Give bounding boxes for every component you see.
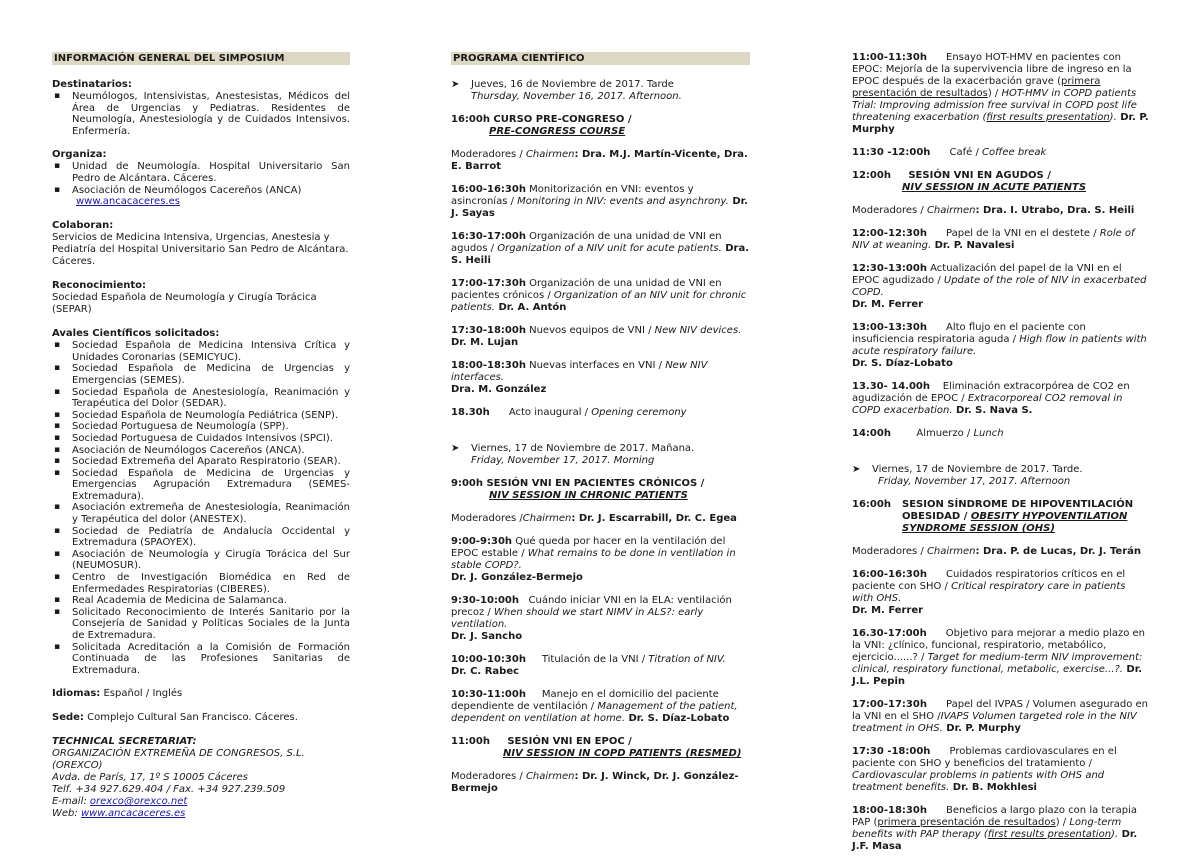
email-line: E-mail: orexco@orexco.net	[52, 796, 188, 808]
session-acute-patients: 12:00h SESIÓN VNI EN AGUDOS / NIV SESSION IN ACUTE PATIENTS	[852, 170, 1087, 193]
list-item: ▪ Sociedad Española de Medicina de Urgencias y Emergencias Agrupación Extremadura (SEMES- Extremadura).	[52, 468, 350, 503]
arrow-icon: ➤	[451, 443, 460, 454]
moderators: Moderadores / Chairmen: Dra. P. de Lucas, Dr. J. Terán	[852, 546, 1142, 557]
session-copd: 11:00h SESIÓN VNI EN EPOC / NIV SESSION IN COPD PATIENTS (RESMED)	[451, 736, 742, 759]
sede-line: Sede: Complejo Cultural San Francisco. Cáceres.	[52, 712, 298, 724]
organiza-list	[52, 161, 350, 196]
web-line: Web: www.ancacaceres.es	[52, 808, 186, 820]
destinatarios-title: Destinatarios:	[52, 79, 132, 90]
organiza-title: Organiza:	[52, 149, 107, 161]
program-item: 18.30h Acto inaugural / Opening ceremony	[451, 407, 687, 418]
list-item: ▪ Sociedad Extremeña del Aparato Respiratorio (SEAR).	[52, 456, 350, 468]
reconocimiento-text: Sociedad Española de Neumología y Cirugía Torácica (SEPAR)	[52, 292, 317, 316]
list-item: ▪ Sociedad Portuguesa de Neumología (SPP).	[52, 421, 350, 433]
program-item: 10:30-11:00h Manejo en el domicilio del paciente dependiente de ventilación / Management of the patient, dependent on ventilation at home. Dr. S. Díaz-Lobato	[451, 689, 738, 724]
list-item: ▪ Sociedad Española de Neumología Pediátrica (SENP).	[52, 410, 350, 422]
colaboran-text: Servicios de Medicina Intensiva, Urgencias, Anestesia y Pediatría del Hospital Universitario San Pedro de Alcántara. Cáceres.	[52, 232, 349, 268]
session-pre-congress: 16:00h CURSO PRE-CONGRESO / PRE-CONGRESS COURSE	[451, 114, 632, 137]
list-item: ▪ Centro de Investigación Biomédica en Red de Enfermedades Respiratorias (CIBERES).	[52, 572, 350, 595]
program-item: 10:00-10:30h Titulación de la VNI / Titration of NIV. Dr. C. Rabec	[451, 654, 726, 677]
moderators: Moderadores / Chairmen: Dra. M.J. Martín-Vicente, Dra. E. Barrot	[451, 149, 748, 172]
program-item: 12:30-13:00h Actualización del papel de la VNI en el EPOC agudizado / Update of the role of NIV in exacerbated COPD. Dr. M. Ferrer	[852, 263, 1147, 310]
moderators: Moderadores /Chairmen: Dr. J. Escarrabill, Dr. C. Egea	[451, 513, 737, 524]
list-item: ▪ Neumólogos, Intensivistas, Anestesistas, Médicos del Área de Urgencias y Pediatras. Residentes de Neumología, Anestesiología y de Cuidados Intensivos. Enfermería.	[52, 91, 350, 137]
program-item: 17:00-17:30h Papel del IVPAS / Volumen asegurado en la VNI en el SHO /IVAPS Volumen targeted role in the NIV treatment in OHS. Dr. P. Murphy	[852, 699, 1152, 734]
list-item: ▪ Sociedad Española de Medicina Intensiva Crítica y Unidades Coronarias (SEMICYUC).	[52, 340, 350, 363]
avales-title: Avales Científicos solicitados:	[52, 328, 220, 340]
day-heading-friday-afternoon: ➤ Viernes, 17 de Noviembre de 2017. Tarde. Friday, November 17, 2017. Afternoon	[852, 464, 1083, 487]
list-item: ▪ Asociación extremeña de Anestesiología, Reanimación y Terapéutica del dolor (ANESTEX).	[52, 502, 350, 525]
general-info-column	[52, 52, 350, 820]
program-item: 11:30 -12:00h Café / Coffee break	[852, 147, 1047, 158]
program-column-1	[451, 52, 750, 806]
technical-secretariat	[52, 736, 350, 820]
list-item: ▪ Sociedad Española de Anestesiología, Reanimación y Terapéutica del Dolor (SEDAR).	[52, 387, 350, 410]
anca-website-link[interactable]: www.ancacaceres.es	[76, 196, 180, 208]
list-item: ▪ Unidad de Neumología. Hospital Universitario San Pedro de Alcántara. Cáceres.	[52, 161, 350, 184]
program-item: 13:00-13:30h Alto flujo en el paciente con insuficiencia respiratoria aguda / High flow in patients with acute respiratory failure. Dr. S. Díaz-Lobato	[852, 322, 1147, 369]
day-heading-friday-morning: ➤ Viernes, 17 de Noviembre de 2017. Mañana. Friday, November 17, 2017. Morning	[451, 443, 695, 466]
list-item: ▪ Asociación de Neumología y Cirugía Torácica del Sur (NEUMOSUR).	[52, 549, 350, 572]
program-item: 16:30-17:00h Organización de una unidad de VNI en agudos / Organization of a NIV unit for acute patients. Dra. S. Heili	[451, 231, 750, 266]
idiomas-line: Idiomas: Español / Inglés	[52, 688, 183, 700]
program-item: 13.30- 14.00h Eliminación extracorpórea de CO2 en agudización de EPOC / Extracorporeal CO2 removal in COPD exacerbation. Dr. S. Nava S.	[852, 381, 1133, 416]
list-item: ▪ Asociación de Neumólogos Cacereños (ANCA).	[52, 445, 350, 457]
program-item: 12:00-12:30h Papel de la VNI en el destete / Role of NIV at weaning. Dr. P. Navalesi	[852, 228, 1135, 251]
arrow-icon: ➤	[451, 79, 460, 90]
program-item: 18:00-18:30h Nuevas interfaces en VNI / New NIV interfaces. Dra. M. González	[451, 360, 708, 395]
secretariat-line: Telf. +34 927.629.404 / Fax. +34 927.239.509	[52, 784, 286, 796]
program-item: 17:00-17:30h Organización de una unidad de VNI en pacientes crónicos / Organization of an NIV unit for chronic patients. Dr. A. Antón	[451, 278, 747, 313]
session-ohs: 16:00h SESION SÍNDROME DE HIPOVENTILACIÓN OBESIDAD / OBESITY HYPOVENTILATION SYNDROME SESSION (OHS)	[852, 499, 1134, 534]
moderators: Moderadores / Chairmen: Dr. J. Winck, Dr. J. González-Bermejo	[451, 771, 739, 794]
program-item: 11:00-11:30h Ensayo HOT-HMV en pacientes con EPOC: Mejoría de la supervivencia libre de ingreso en la EPOC después de la exacerbación grave (primera presentación de resultados) / HOT-HMV in COPD patients Trial: Improving admission free survival in COPD post life threatening exacerbation (first results presentation). Dr. P. Murphy	[852, 52, 1149, 135]
destinatarios-list	[52, 91, 350, 137]
program-item: 17:30 -18:00h Problemas cardiovasculares en el paciente con SHO y beneficios del tratamiento / Cardiovascular problems in patients with OHS and treatment benefits. Dr. B. Mokhlesi	[852, 746, 1120, 793]
program-item: 14:00h Almuerzo / Lunch	[852, 428, 1004, 439]
program-header: PROGRAMA CIENTÍFICO	[451, 52, 750, 65]
list-item: ▪ Solicitado Reconocimiento de Interés Sanitario por la Consejería de Sanidad y Políticas Sociales de la Junta de Extremadura.	[52, 607, 350, 642]
secretariat-title: TECHNICAL SECRETARIAT:	[52, 736, 197, 748]
list-item: ▪ Sociedad Española de Medicina de Urgencias y Emergencias (SEMES).	[52, 363, 350, 386]
program-item: 16:00-16:30h Monitorización en VNI: eventos y asincronías / Monitoring in NIV: events and asynchrony. Dr. J. Sayas	[451, 184, 748, 219]
general-info-header: INFORMACIÓN GENERAL DEL SIMPOSIUM	[52, 52, 350, 65]
program-item: 9:00-9:30h Qué queda por hacer en la ventilación del EPOC estable / What remains to be done in ventilation in stable COPD?. Dr. J. González-Bermejo	[451, 536, 736, 583]
moderators: Moderadores / Chairmen: Dra. I. Utrabo, Dra. S. Heili	[852, 205, 1135, 216]
day-heading-thursday: ➤ Jueves, 16 de Noviembre de 2017. Tarde Thursday, November 16, 2017. Afternoon.	[451, 79, 682, 102]
list-item: ▪ Asociación de Neumólogos Cacereños (ANCA)	[52, 185, 350, 197]
secretariat-line: ORGANIZACIÓN EXTREMEÑA DE CONGRESOS, S.L. (OREXCO)	[52, 748, 305, 772]
arrow-icon: ➤	[852, 464, 861, 475]
avales-list	[52, 340, 350, 676]
session-chronic-patients: 9:00h SESIÓN VNI EN PACIENTES CRÓNICOS / NIV SESSION IN CHRONIC PATIENTS	[451, 478, 705, 501]
email-link[interactable]: orexco@orexco.net	[89, 796, 188, 808]
secretariat-line: Avda. de París, 17, 1º S 10005 Cáceres	[52, 772, 248, 784]
program-item: 16.30-17:00h Objetivo para mejorar a medio plazo en la VNI: ¿clínico, funcional, respiratorio, metabólico, ejercicio......? / Target for medium-term NIV improvement: clinical, respiratory functional, metabolic, exercise...?. Dr. J.L. Pepin	[852, 628, 1149, 687]
list-item: ▪ Solicitada Acreditación a la Comisión de Formación Continuada de las Profesiones Sanitarias de Extremadura.	[52, 642, 350, 677]
reconocimiento-title: Reconocimiento:	[52, 280, 147, 292]
list-item: ▪ Sociedad Portuguesa de Cuidados Intensivos (SPCI).	[52, 433, 350, 445]
program-item: 18:00-18:30h Beneficios a largo plazo con la terapia PAP (primera presentación de resultados) / Long-term benefits with PAP therapy (first results presentation). Dr. J.F. Masa	[852, 805, 1141, 852]
list-item: ▪ Sociedad de Pediatría de Andalucía Occidental y Extremadura (SPAOYEX).	[52, 526, 350, 549]
list-item: ▪ Real Academia de Medicina de Salamanca.	[52, 595, 350, 607]
colaboran-title: Colaboran:	[52, 220, 114, 232]
program-item: 9:30-10:00h Cuándo iniciar VNI en la ELA: ventilación precoz / When should we start NIMV in ALS?: early ventilation. Dr. J. Sancho	[451, 595, 736, 642]
program-item: 16:00-16:30h Cuidados respiratorios críticos en el paciente con SHO / Critical respiratory care in patients with OHS. Dr. M. Ferrer	[852, 569, 1129, 616]
program-item: 17:30-18:00h Nuevos equipos de VNI / New NIV devices. Dr. M. Lujan	[451, 325, 742, 348]
program-column-2	[852, 52, 1152, 864]
web-link[interactable]: www.ancacaceres.es	[80, 808, 186, 820]
